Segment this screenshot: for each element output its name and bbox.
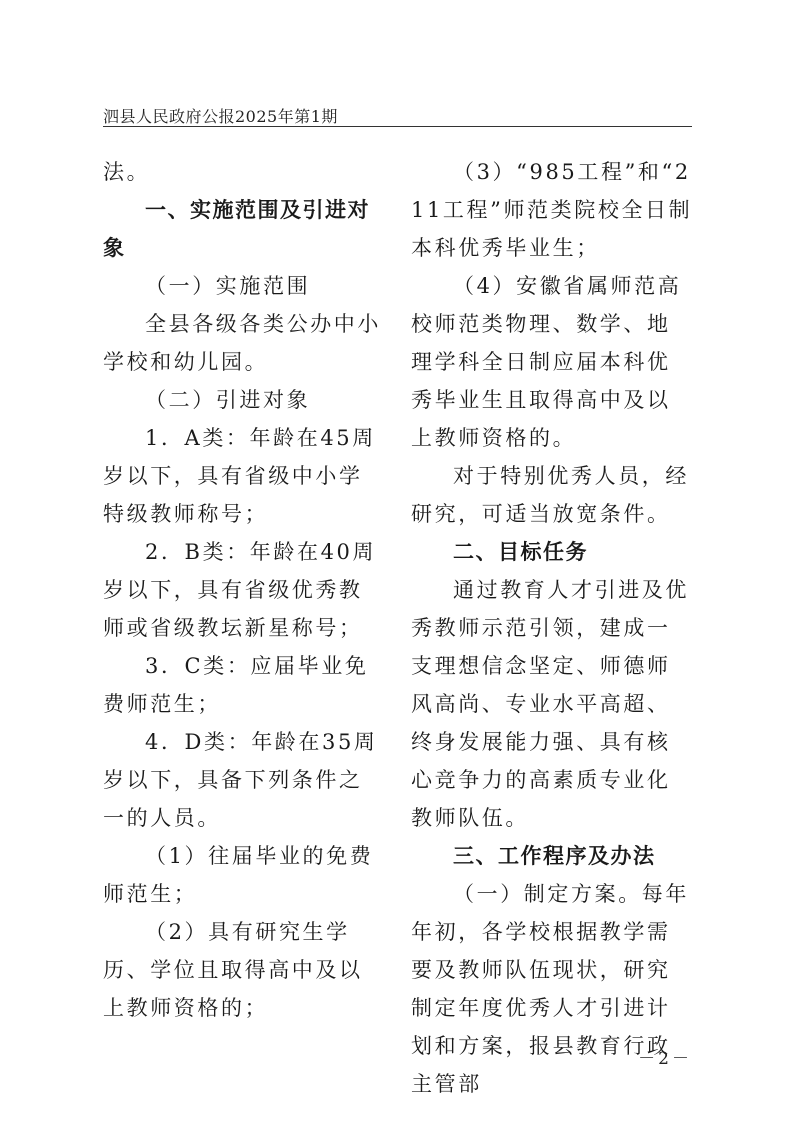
section-heading-scope-and-targets: 一、实施范围及引进对象 xyxy=(103,198,370,260)
subsection-heading-targets: （二）引进对象 xyxy=(145,388,311,412)
section-heading-goals: 二、目标任务 xyxy=(453,540,588,564)
list-item-category-a: 1．A类：年龄在45周岁以下，具有省级中小学特级教师称号； xyxy=(103,426,376,526)
paragraph-exceptional-candidates: 对于特别优秀人员，经研究，可适当放宽条件。 xyxy=(411,464,689,526)
subsection-heading-scope: （一）实施范围 xyxy=(145,274,311,298)
right-text-column xyxy=(411,153,694,1103)
paragraph-procedure-plan: （一）制定方案。每年年初，各学校根据教学需要及教师队伍现状，研究制定年度优秀人才引进计划和方案，报县教育行政主管部 xyxy=(411,882,689,1096)
list-item-d-condition-1: （1）往届毕业的免费师范生； xyxy=(103,844,374,906)
list-item-d-condition-4: （4）安徽省属师范高校师范类物理、数学、地理学科全日制应届本科优秀毕业生且取得高中及以上教师资格的。 xyxy=(411,274,682,450)
list-item-category-b: 2．B类：年龄在40周岁以下，具有省级优秀教师或省级教坛新星称号； xyxy=(103,540,377,640)
bulletin-header-title: 泗县人民政府公报2025年第1期 xyxy=(103,107,338,126)
list-item-category-c: 3．C类：应届毕业免费师范生； xyxy=(103,654,369,716)
paragraph-scope-schools: 全县各级各类公办中小学校和幼儿园。 xyxy=(103,312,381,374)
section-heading-procedures: 三、工作程序及办法 xyxy=(453,844,656,868)
list-item-category-d: 4．D类：年龄在35周岁以下，具备下列条件之一的人员。 xyxy=(103,730,378,830)
left-text-column xyxy=(103,153,386,1027)
continuation-text: 法。 xyxy=(103,160,151,184)
paragraph-goals: 通过教育人才引进及优秀教师示范引领，建成一支理想信念坚定、师德师风高尚、专业水平高超、终身发展能力强、具有核心竞争力的高素质专业化教师队伍。 xyxy=(411,578,689,830)
page-number: －2－ xyxy=(638,1049,692,1069)
list-item-d-condition-3: （3）“985工程”和“211工程”师范类院校全日制本科优秀毕业生； xyxy=(411,160,693,260)
list-item-d-condition-2: （2）具有研究生学历、学位且取得高中及以上教师资格的； xyxy=(103,920,363,1020)
header-divider xyxy=(103,126,692,127)
